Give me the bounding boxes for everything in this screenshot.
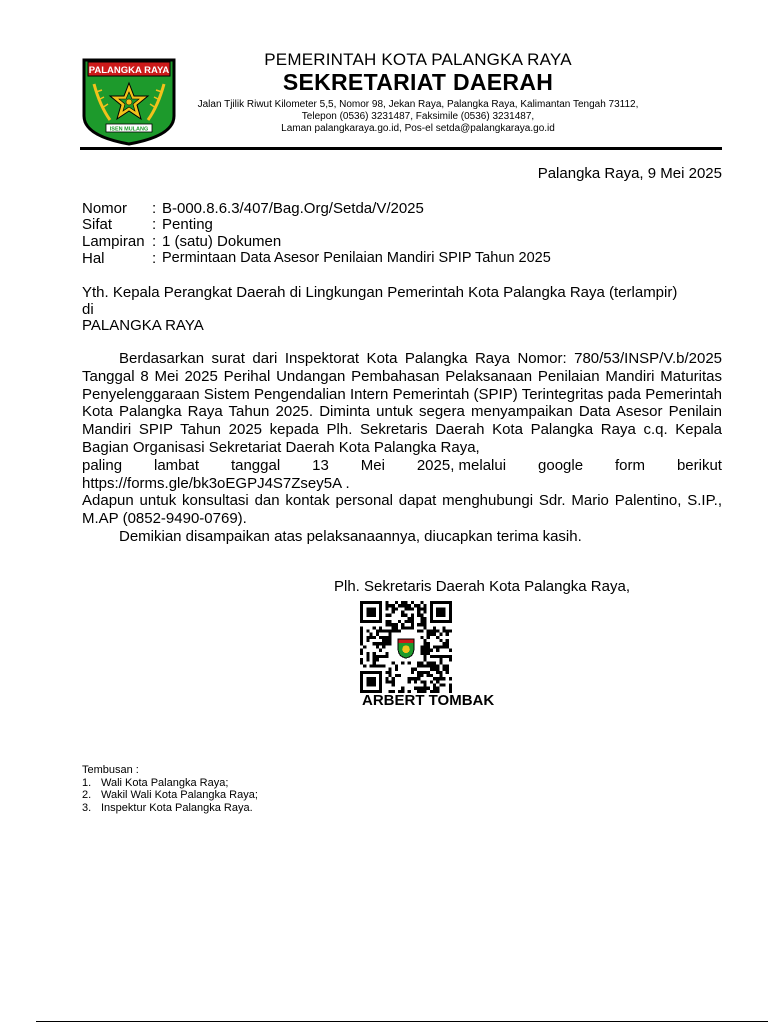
meta-separator: : — [152, 200, 157, 217]
meta-label-sifat: Sifat — [82, 216, 113, 233]
spread-word: lambat — [153, 456, 200, 474]
body-paragraph-1-last-line — [82, 457, 722, 475]
letterhead-address: Jalan Tjilik Riwut Kilometer 5,5, Nomor 98, Jekan Raya, Palangka Raya, Kalimantan Tengah 73112, — [197, 99, 639, 110]
letterhead-phone: Telepon (0536) 3231487, Faksimile (0536) 3231487, — [301, 111, 535, 122]
letter-body — [82, 350, 722, 546]
body-paragraph-2: Adapun untuk konsultasi dan kontak personal dapat menghubungi Sdr. Mario Palentino, S.IP., M.AP (0852-9490-0769). — [82, 492, 722, 528]
meta-separator: : — [152, 250, 157, 267]
meta-value-sifat: Penting — [162, 216, 213, 233]
addressee-line: Yth. Kepala Perangkat Daerah di Lingkungan Pemerintah Kota Palangka Raya (terlampir) — [82, 284, 678, 301]
spread-word: Mei — [360, 456, 385, 474]
body-paragraph-3: Demikian disampaikan atas pelaksanaannya, diucapkan terima kasih. — [119, 527, 582, 545]
spread-word: form — [615, 456, 645, 474]
meta-separator: : — [152, 233, 157, 250]
list-item: 1. Wali Kota Palangka Raya; — [82, 776, 229, 789]
list-item: 3. Inspektur Kota Palangka Raya. — [82, 801, 253, 814]
meta-value-hal: Permintaan Data Asesor Penilaian Mandiri SPIP Tahun 2025 — [162, 250, 551, 266]
spread-word: 13 — [312, 456, 329, 474]
meta-value-lampiran: 1 (satu) Dokumen — [162, 233, 282, 250]
meta-separator: : — [152, 216, 157, 233]
cc-list — [82, 764, 258, 814]
cc-heading: Tembusan : — [82, 764, 139, 776]
spread-word: tanggal — [230, 456, 281, 474]
body-paragraph-1: Berdasarkan surat dari Inspektorat Kota Palangka Raya Nomor: 780/53/INSP/V.b/2025 Tanggal 8 Mei 2025 Perihal Undangan Pembahasan Pelaksanaan Penilaian Mandiri Maturitas Penyelenggaraan Sistem Pengendalian Intern Pemerintah (SPIP) Terintegritas pada Pemerintah Kota Palangka Raya Tahun 2025. Diminta untuk segera menyampaikan Data Asesor Penilain Mandiri SPIP Tahun 2025 kepada Plh. Sekretaris Daerah Kota Palangka Raya c.q. Kepala Bagian Organisasi Sekretariat Daerah Kota Palangka Raya, — [82, 350, 722, 456]
spread-word: google — [538, 456, 584, 474]
page-bottom-rule — [36, 1021, 768, 1022]
meta-label-hal: Hal — [82, 250, 105, 267]
signer-name: ARBERT TOMBAK — [362, 692, 495, 709]
letterhead-web-email: Laman palangkaraya.go.id, Pos-el setda@palangkaraya.go.id — [281, 123, 555, 134]
svg-text:PALANGKA RAYA: PALANGKA RAYA — [88, 65, 170, 76]
signer-title: Plh. Sekretaris Daerah Kota Palangka Raya, — [334, 578, 630, 595]
letter-date: Palangka Raya, 9 Mei 2025 — [537, 165, 722, 182]
addressee-di: di — [82, 301, 94, 318]
meta-value-nomor: B-000.8.6.3/407/Bag.Org/Setda/V/2025 — [162, 200, 424, 217]
meta-label-lampiran: Lampiran — [82, 233, 145, 250]
qr-code-signature-icon — [360, 601, 452, 693]
spread-word: berikut — [676, 456, 722, 474]
meta-label-nomor: Nomor — [82, 200, 128, 217]
google-form-link[interactable]: https://forms.gle/bk3oEGPJ4S7Zsey5A . — [82, 474, 350, 492]
letterhead-office-name: SEKRETARIAT DAERAH — [282, 69, 554, 95]
spread-word: 2025, melalui — [416, 456, 507, 474]
svg-text:ISEN MULANG: ISEN MULANG — [109, 126, 149, 133]
list-item: 2. Wakil Wali Kota Palangka Raya; — [82, 789, 258, 801]
spread-word: paling — [82, 456, 123, 474]
city-emblem-logo — [80, 50, 178, 146]
letterhead-divider — [80, 147, 722, 150]
letterhead-government-name: PEMERINTAH KOTA PALANGKA RAYA — [264, 50, 572, 69]
addressee-city: PALANGKA RAYA — [82, 317, 204, 334]
